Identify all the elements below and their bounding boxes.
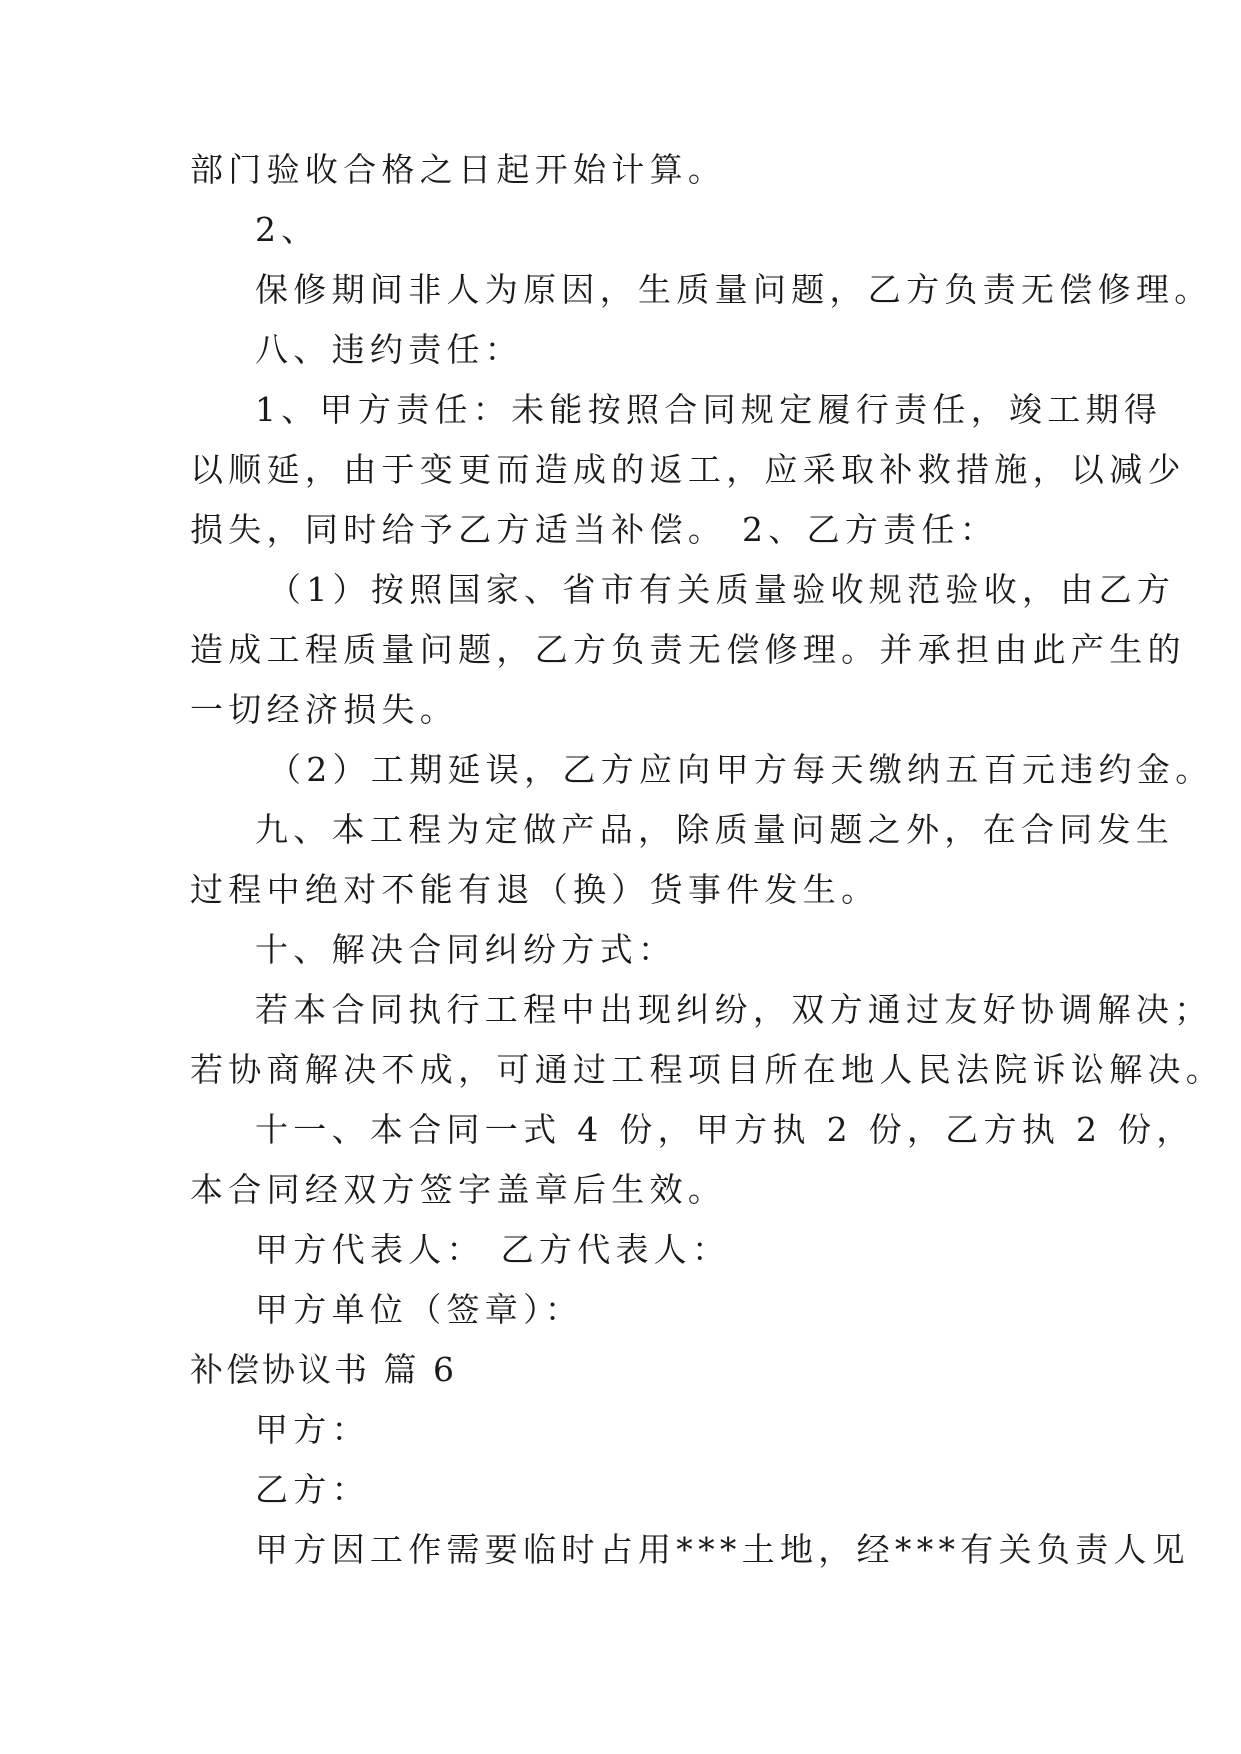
text-line: （2）工期延误，乙方应向甲方每天缴纳五百元违约金。 [268,750,1214,789]
text-line: 若本合同执行工程中出现纠纷，双方通过友好协调解决； [255,990,1213,1029]
article-title: 补偿协议书 篇 6 [190,1350,457,1389]
text-line: 以顺延，由于变更而造成的返工，应采取补救措施，以减少 [190,450,1186,489]
text-line: 部门验收合格之日起开始计算。 [190,150,727,189]
signature-line: 甲方代表人： 乙方代表人： [255,1230,731,1269]
section-heading: 八、违约责任： [255,330,524,369]
text-line: 保修期间非人为原因，生质量问题，乙方负责无偿修理。 [255,270,1213,309]
text-line: 本合同经双方签字盖章后生效。 [190,1170,727,1209]
text-line: （1）按照国家、省市有关质量验收规范验收，由乙方 [268,570,1176,609]
section-heading: 十一、本合同一式 4 份，甲方执 2 份，乙方执 2 份， [255,1110,1195,1149]
text-line: 若协商解决不成，可通过工程项目所在地人民法院诉讼解决。 [190,1050,1225,1089]
party-line: 乙方： [255,1470,370,1509]
text-line: 过程中绝对不能有退（换）货事件发生。 [190,870,880,909]
text-line: 1、甲方责任：未能按照合同规定履行责任，竣工期得 [255,390,1163,429]
text-line: 损失，同时给予乙方适当补偿。 2、乙方责任： [190,510,999,549]
text-line: 甲方因工作需要临时占用***土地，经***有关负责人见 [255,1530,1191,1569]
signature-line: 甲方单位（签章）： [255,1290,584,1329]
text-line: 造成工程质量问题，乙方负责无偿修理。并承担由此产生的 [190,630,1186,669]
text-line: 2、 [255,210,320,249]
section-heading: 九、本工程为定做产品，除质量问题之外，在合同发生 [255,810,1175,849]
text-line: 一切经济损失。 [190,690,459,729]
party-line: 甲方： [255,1410,370,1449]
section-heading: 十、解决合同纠纷方式： [255,930,677,969]
